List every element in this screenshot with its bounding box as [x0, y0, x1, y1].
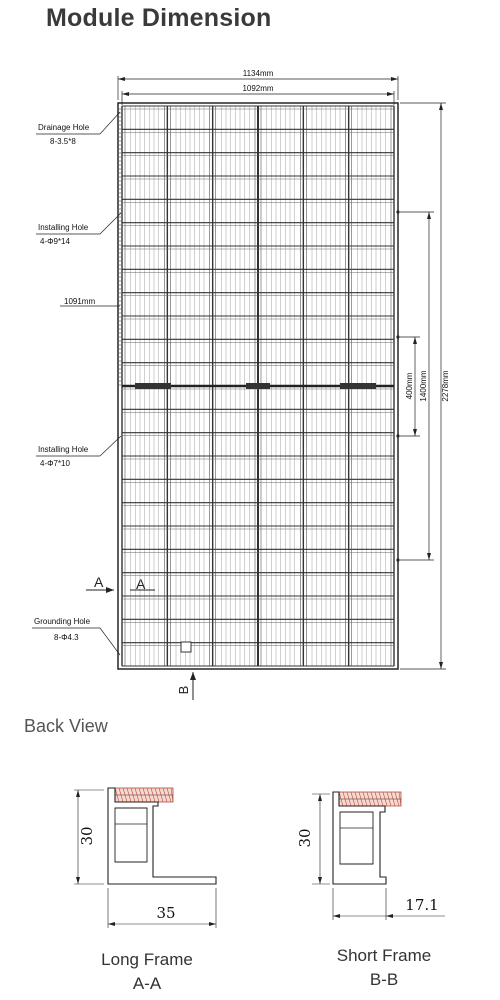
callout-installing2-name: Installing Hole [38, 445, 89, 454]
top-dimensions [118, 69, 398, 105]
long-frame-section [74, 788, 216, 928]
module-panel [118, 103, 398, 669]
short-frame-label: Short Frame [336, 946, 432, 965]
callout-installing2-spec: 4-Φ7*10 [40, 459, 70, 468]
callout-drainage-spec: 8-3.5*8 [50, 137, 76, 146]
section-b-label: B [176, 685, 191, 695]
junction-box-left [135, 383, 171, 389]
dim-side: 1091mm [64, 297, 96, 306]
long-frame-code: A-A [132, 974, 162, 993]
short-frame-width: 17.1 [405, 896, 439, 914]
long-frame-label: Long Frame [101, 950, 193, 969]
callout-installing1-spec: 4-Φ9*14 [40, 237, 70, 246]
label-block [181, 642, 191, 652]
long-frame-height: 30 [78, 826, 96, 846]
dim-center-spacing: 400mm [405, 372, 414, 400]
long-frame-width: 35 [156, 904, 176, 922]
dim-height-total: 2278mm [441, 370, 450, 402]
junction-box-center [246, 383, 270, 389]
section-a-right: A [136, 576, 146, 592]
short-frame-code: B-B [369, 970, 399, 989]
short-frame-height: 30 [296, 828, 314, 848]
long-frame-caption [57, 950, 237, 994]
dim-width-inner: 1092mm [242, 84, 274, 93]
dim-width-outer: 1134mm [242, 69, 274, 78]
back-view-label: Back View [24, 716, 108, 736]
short-frame-caption [294, 946, 474, 990]
dim-mount-spacing: 1400mm [419, 370, 428, 402]
page-title: Module Dimension [46, 4, 272, 32]
junction-box-right [340, 383, 376, 389]
callout-grounding-spec: 8-Φ4.3 [54, 633, 79, 642]
section-a-left: A [94, 574, 104, 590]
callout-drainage-name: Drainage Hole [38, 123, 90, 132]
right-dimensions [396, 103, 450, 669]
short-frame-section [296, 792, 445, 920]
callout-installing1-name: Installing Hole [38, 223, 89, 232]
callout-grounding-name: Grounding Hole [34, 617, 91, 626]
